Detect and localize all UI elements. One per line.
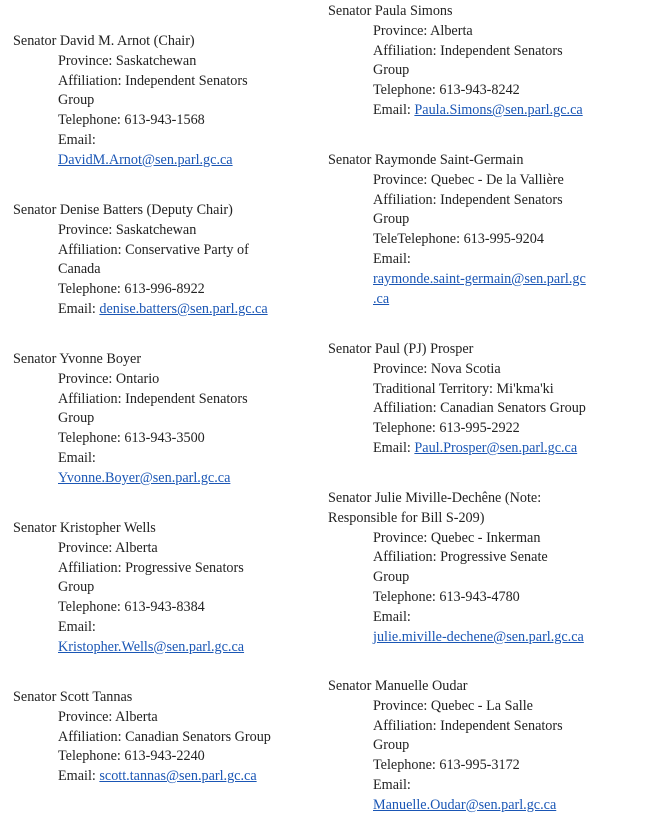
- senator-name: Senator David M. Arnot (Chair): [13, 33, 195, 49]
- email-label: Email:: [58, 768, 96, 785]
- affiliation-continued: Group: [373, 62, 410, 79]
- affiliation: Affiliation: Conservative Party of: [58, 241, 249, 258]
- affiliation: Affiliation: Independent Senators: [373, 42, 563, 59]
- telephone: Telephone: 613-943-2240: [58, 748, 205, 765]
- traditional-territory: Traditional Territory: Mi'kma'ki: [373, 380, 554, 397]
- affiliation: Affiliation: Independent Senators: [58, 390, 248, 407]
- email-label: Email:: [373, 250, 411, 267]
- telephone: Telephone: 613-943-8242: [373, 82, 520, 99]
- senator-card-wells: [13, 519, 313, 658]
- senator-card-boyer: [13, 350, 313, 489]
- telephone: Telephone: 613-996-8922: [58, 281, 205, 298]
- province: Province: Alberta: [373, 22, 473, 39]
- province: Province: Ontario: [58, 370, 160, 387]
- email-label: Email:: [373, 439, 411, 456]
- email-label: Email:: [58, 618, 96, 635]
- email-label: Email:: [373, 608, 411, 625]
- senator-name: Senator Julie Miville-Dechêne (Note:: [328, 490, 542, 506]
- telephone: Telephone: 613-943-3500: [58, 430, 205, 447]
- senator-card-prosper: [328, 340, 628, 459]
- province: Province: Quebec - La Salle: [373, 697, 533, 714]
- province: Province: Quebec - Inkerman: [373, 529, 541, 546]
- senator-name: Senator Paula Simons: [328, 3, 453, 19]
- province: Province: Alberta: [58, 539, 158, 556]
- email-link[interactable]: Kristopher.Wells@sen.parl.gc.ca: [58, 638, 245, 655]
- province: Province: Nova Scotia: [373, 360, 501, 377]
- email-label: Email:: [373, 776, 411, 793]
- affiliation: Affiliation: Canadian Senators Group: [58, 728, 271, 745]
- affiliation-continued: Group: [373, 211, 410, 228]
- affiliation-continued: Group: [58, 579, 95, 596]
- senator-card-simons: [328, 2, 628, 121]
- senator-name: Senator Raymonde Saint-Germain: [328, 152, 524, 168]
- province: Province: Alberta: [58, 708, 158, 725]
- email-link[interactable]: denise.batters@sen.parl.gc.ca: [99, 300, 268, 317]
- senator-name: Senator Paul (PJ) Prosper: [328, 341, 474, 357]
- senator-card-oudar: [328, 677, 628, 816]
- senator-card-batters: [13, 201, 313, 320]
- province: Province: Saskatchewan: [58, 221, 197, 238]
- senator-name: Senator Scott Tannas: [13, 689, 133, 705]
- email-link[interactable]: Paul.Prosper@sen.parl.gc.ca: [414, 439, 578, 456]
- telephone: Telephone: 613-943-1568: [58, 112, 205, 129]
- senator-card-saint-germain: [328, 151, 628, 309]
- email-link-continued[interactable]: .ca: [373, 290, 390, 307]
- email-link[interactable]: raymonde.saint-germain@sen.parl.gc: [373, 270, 586, 287]
- telephone: Telephone: 613-943-8384: [58, 599, 205, 616]
- email-link[interactable]: scott.tannas@sen.parl.gc.ca: [99, 768, 257, 785]
- email-link[interactable]: Manuelle.Oudar@sen.parl.gc.ca: [373, 796, 557, 813]
- affiliation-continued: Group: [58, 92, 95, 109]
- senator-card-miville-dechene: [328, 489, 628, 647]
- affiliation: Affiliation: Independent Senators: [373, 191, 563, 208]
- province: Province: Quebec - De la Vallière: [373, 171, 564, 188]
- email-link[interactable]: Paula.Simons@sen.parl.gc.ca: [414, 101, 583, 118]
- telephone: Telephone: 613-943-4780: [373, 588, 520, 605]
- senator-card-tannas: [13, 688, 313, 787]
- affiliation: Affiliation: Progressive Senators: [58, 559, 244, 576]
- affiliation-continued: Group: [58, 410, 95, 427]
- email-link[interactable]: DavidM.Arnot@sen.parl.gc.ca: [58, 151, 233, 168]
- senator-name: Senator Yvonne Boyer: [13, 351, 142, 367]
- senator-name: Senator Denise Batters (Deputy Chair): [13, 202, 233, 218]
- affiliation: Affiliation: Independent Senators: [58, 72, 248, 89]
- email-label: Email:: [58, 449, 96, 466]
- affiliation-continued: Canada: [58, 261, 101, 278]
- telephone: Telephone: 613-995-3172: [373, 757, 520, 774]
- email-label: Email:: [373, 101, 411, 118]
- telephone: Telephone: 613-995-2922: [373, 420, 520, 437]
- affiliation: Affiliation: Independent Senators: [373, 717, 563, 734]
- senator-name: Senator Manuelle Oudar: [328, 678, 468, 694]
- province: Province: Saskatchewan: [58, 52, 197, 69]
- senator-name-continued: Responsible for Bill S-209): [328, 509, 485, 526]
- telephone: TeleTelephone: 613-995-9204: [373, 231, 544, 248]
- senator-name: Senator Kristopher Wells: [13, 520, 156, 536]
- email-link[interactable]: Yvonne.Boyer@sen.parl.gc.ca: [58, 469, 231, 486]
- affiliation-continued: Group: [373, 737, 410, 754]
- email-link[interactable]: julie.miville-dechene@sen.parl.gc.ca: [373, 628, 584, 645]
- email-label: Email:: [58, 300, 96, 317]
- affiliation: Affiliation: Progressive Senate: [373, 549, 548, 566]
- senator-card-arnot: [13, 32, 313, 171]
- affiliation-continued: Group: [373, 569, 410, 586]
- affiliation: Affiliation: Canadian Senators Group: [373, 400, 586, 417]
- email-label: Email:: [58, 131, 96, 148]
